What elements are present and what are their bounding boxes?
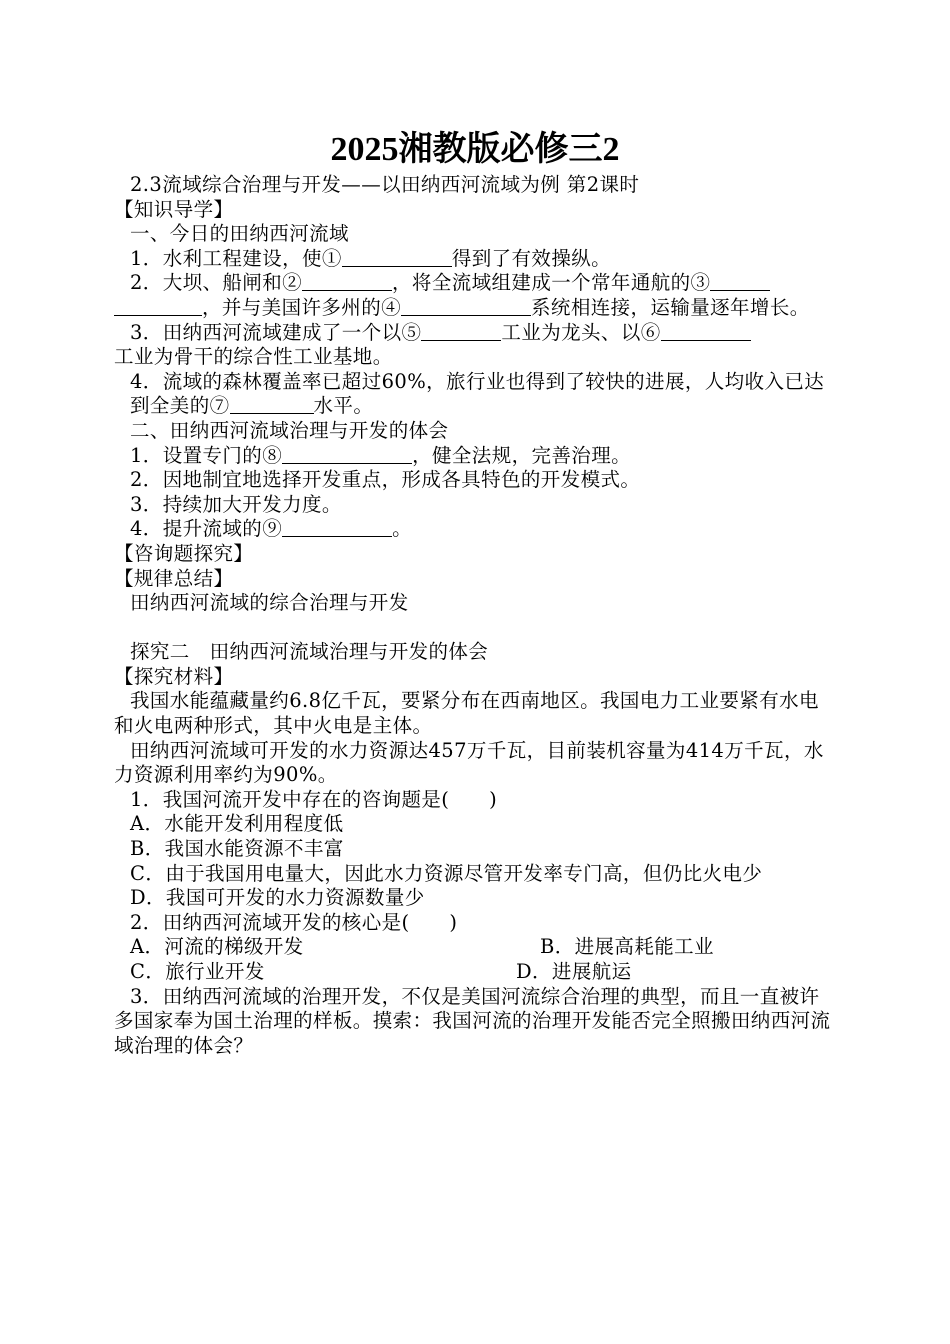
blank-3-part2[interactable] — [114, 297, 202, 316]
q1-text-a: 1．设置专门的⑧ — [130, 443, 283, 467]
part1-heading: 一、今日的田纳西河流域 — [130, 222, 349, 246]
p1-text-a: 1．水利工程建设，使① — [130, 246, 342, 270]
section-material-heading: 【探究材料】 — [114, 664, 234, 688]
blank-9[interactable] — [282, 518, 392, 537]
paragraph-4 — [114, 370, 838, 419]
material-paragraph-2: 田纳西河流域可开发的水力资源达457万千瓦，目前装机容量为414万千瓦，水力资源利用率约为90%。 — [114, 738, 824, 787]
section-summary-heading: 【规律总结】 — [114, 566, 234, 590]
explore2-heading: 探究二 田纳西河流域治理与开发的体会 — [130, 640, 489, 664]
exercise-2-options-row1 — [114, 935, 838, 960]
p4-text-b: 水平。 — [313, 394, 374, 418]
point-3: 3．持续加大开发力度。 — [130, 492, 342, 516]
exercise-2-option-d[interactable]: D．进展航运 — [516, 960, 632, 983]
p4-text-a: 4．流域的森林覆盖率已超过60%，旅行业也得到了较快的进展，人均收入已达到全美的⑦ — [130, 369, 825, 418]
point-1 — [114, 444, 838, 469]
q4-text-a: 4．提升流域的⑨ — [130, 517, 283, 541]
q4-text-b: 。 — [392, 517, 413, 541]
p3-text-b: 工业为龙头、以⑥ — [501, 320, 661, 344]
blank-4[interactable] — [401, 297, 531, 316]
blank-2[interactable] — [302, 272, 392, 291]
paragraph-2-line1 — [114, 271, 838, 296]
exercise-1-option-a[interactable]: A．水能开发利用程度低 — [130, 812, 344, 836]
blank-3-part1[interactable] — [710, 272, 770, 291]
q1-text-b: ，健全法规，完善治理。 — [412, 443, 632, 467]
paragraph-3-line1 — [114, 321, 838, 346]
p2-text-d: 系统相连接，运输量逐年增长。 — [531, 295, 810, 319]
exercise-2-option-c[interactable]: C．旅行业开发 — [130, 960, 265, 983]
point-2: 2．因地制宜地选择开发重点，形成各具特色的开发模式。 — [130, 468, 641, 492]
exercise-2-question: 2．田纳西河流域开发的核心是( ) — [130, 910, 458, 934]
paragraph-1 — [114, 247, 838, 272]
point-4 — [114, 517, 838, 542]
p2-text-a: 2．大坝、船闸和② — [130, 271, 303, 295]
p3-text-a: 3．田纳西河流域建成了一个以⑤ — [130, 320, 422, 344]
p2-text-b: ，将全流域组建成一个常年通航的③ — [392, 271, 711, 295]
exercise-2-option-a[interactable]: A．河流的梯级开发 — [130, 935, 304, 959]
section-knowledge-heading: 【知识导学】 — [114, 197, 234, 221]
summary-text: 田纳西河流域的综合治理与开发 — [130, 591, 409, 615]
blank-5[interactable] — [421, 322, 501, 341]
lesson-subtitle: 2.3流域综合治理与开发——以田纳西河流域为例 第2课时 — [130, 173, 640, 196]
exercise-1-option-c[interactable]: C．由于我国用电量大，因此水力资源尽管开发率专门高，但仍比火电少 — [130, 861, 763, 885]
page-title: 2025湘教版必修三2 — [330, 131, 620, 168]
document-body — [114, 173, 838, 1058]
exercise-2-options-row2 — [114, 960, 838, 985]
paragraph-3-line2: 工业为骨干的综合性工业基地。 — [114, 345, 393, 369]
exercise-2-option-b[interactable]: B．进展高耗能工业 — [540, 935, 714, 959]
p2-text-c: ，并与美国许多州的④ — [202, 295, 402, 319]
material-paragraph-1: 我国水能蕴藏量约6.8亿千瓦，要紧分布在西南地区。我国电力工业要紧有水电和火电两种形式，其中火电是主体。 — [114, 689, 819, 738]
spacer — [114, 616, 838, 641]
section-inquiry-heading: 【咨询题探究】 — [114, 541, 254, 565]
exercise-1-option-d[interactable]: D．我国可开发的水力资源数量少 — [130, 886, 425, 910]
blank-7[interactable] — [230, 395, 314, 414]
blank-6[interactable] — [661, 322, 751, 341]
part2-heading: 二、田纳西河流域治理与开发的体会 — [130, 418, 449, 442]
blank-8[interactable] — [282, 445, 412, 464]
blank-1[interactable] — [342, 248, 452, 267]
exercise-1-question: 1．我国河流开发中存在的咨询题是( ) — [130, 787, 498, 811]
p1-text-b: 得到了有效操纵。 — [451, 246, 612, 270]
exercise-1-option-b[interactable]: B．我国水能资源不丰富 — [130, 837, 344, 861]
exercise-3: 3．田纳西河流域的治理开发，不仅是美国河流综合治理的典型，而且一直被许多国家奉为国土治理的样板。摸索：我国河流的治理开发能否完全照搬田纳西河流域治理的体会？ — [114, 984, 831, 1057]
paragraph-2-line2 — [114, 296, 838, 321]
